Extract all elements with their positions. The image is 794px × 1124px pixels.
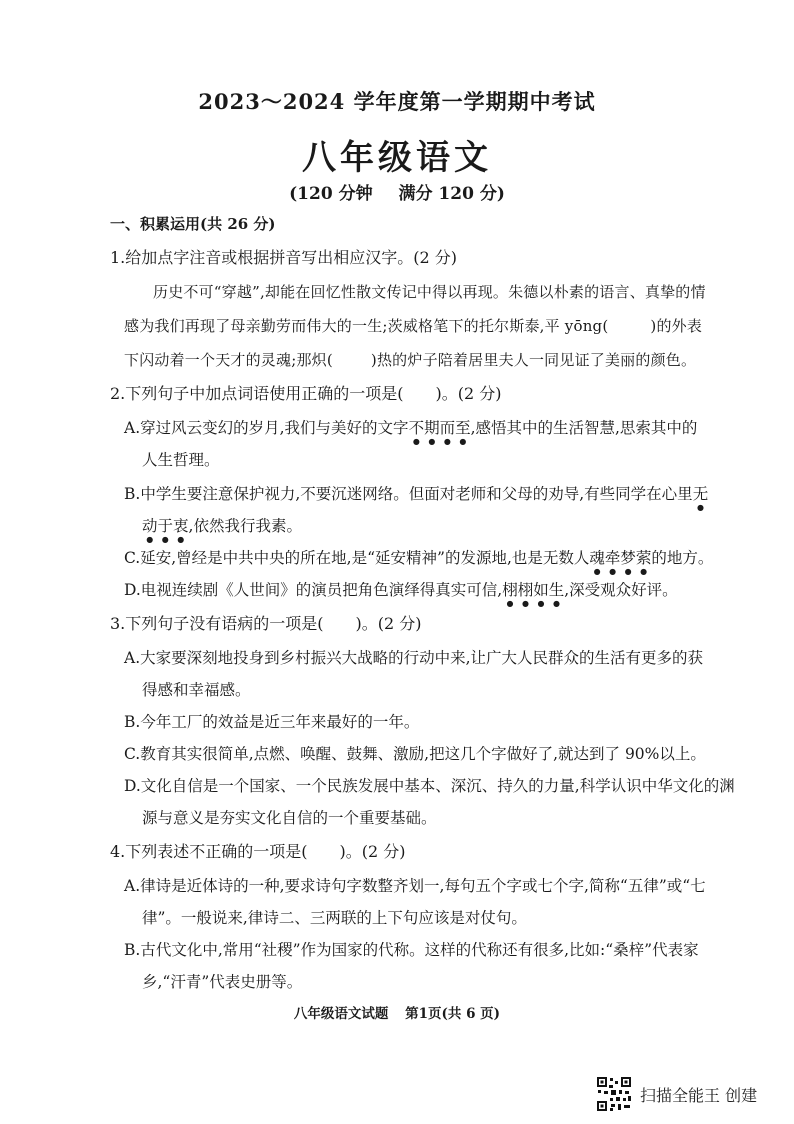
q4-option-b-cont: 乡,“汗青”代表史册等。 — [142, 973, 303, 991]
exam-info — [0, 179, 794, 204]
q2-option-b-text-tail: ,依然我行我素。 — [188, 517, 302, 535]
q2-option-a-text-tail: ,感悟其中的生活智慧,思索其中的 — [470, 419, 698, 437]
q1-passage-line2-tail: )的外表 — [650, 317, 703, 335]
q3-option-d-cont: 源与意义是夯实文化自信的一个重要基础。 — [142, 809, 437, 827]
q4-option-a: A.律诗是近体诗的一种,要求诗句字数整齐划一,每句五个字或七个字,简称“五律”或“七 — [124, 877, 706, 895]
q2-option-c — [124, 548, 713, 576]
q1-passage-line3-text: 下闪动着一个天才的灵魂;那炽( — [124, 351, 333, 369]
q2-option-d — [124, 580, 678, 608]
section-title: 一、积累运用(共 26 分) — [110, 215, 276, 233]
q4-stem: 4.下列表述不正确的一项是( )。(2 分) — [110, 842, 406, 861]
q3-option-a: A.大家要深刻地投身到乡村振兴大战略的行动中来,让广大人民群众的生活有更多的获 — [124, 649, 704, 667]
page-footer — [0, 1002, 794, 1022]
q2-option-d-text: D.电视连续剧《人世间》的演员把角色演绎得真实可信, — [124, 581, 503, 599]
q3-option-a-cont: 得感和幸福感。 — [142, 681, 251, 699]
q2-option-b — [124, 484, 708, 512]
q2-option-c-text: C.延安,曾经是中共中央的所在地,是“延安精神”的发源地,也是无数人 — [124, 549, 590, 567]
q3-option-d: D.文化自信是一个国家、一个民族发展中基本、深沉、持久的力量,科学认识中华文化的渊 — [124, 777, 735, 795]
q4-option-b: B.古代文化中,常用“社稷”作为国家的代称。这样的代称还有很多,比如:“桑梓”代表家 — [124, 941, 699, 959]
q1-passage-line3-tail: )热的炉子陪着居里夫人一同见证了美丽的颜色。 — [370, 351, 697, 369]
q2-stem: 2.下列句子中加点词语使用正确的一项是( )。(2 分) — [110, 384, 502, 403]
q1-passage-line3 — [124, 350, 696, 370]
subject-title: 八年级语文 — [302, 138, 492, 178]
scanner-watermark: 扫描全能王 创建 — [640, 1086, 758, 1105]
q4-option-a-cont: 律”。一般说来,律诗二、三两联的上下句应该是对仗句。 — [142, 909, 527, 927]
qr-code-icon — [596, 1076, 632, 1112]
emphasized-term: 动于衷 — [142, 517, 189, 535]
q2-option-d-text-tail: ,深受观众好评。 — [564, 581, 678, 599]
q1-passage-line2-text: 感为我们再现了母亲勤劳而伟大的一生;茨威格笔下的托尔斯泰,平 yōng( — [124, 317, 609, 335]
q2-option-a-text: A.穿过风云变幻的岁月,我们与美好的文字 — [124, 419, 409, 437]
footer-subject: 八年级语文试题 — [293, 1006, 389, 1022]
emphasized-term: 无 — [692, 485, 709, 503]
q1-stem: 1.给加点字注音或根据拼音写出相应汉字。(2 分) — [110, 248, 458, 267]
footer-page-number: 第1页(共 6 页) — [405, 1006, 501, 1022]
q2-option-b-text: B.中学生要注意保护视力,不要沉迷网络。但面对老师和父母的劝导,有些同学在心里 — [124, 485, 693, 503]
q1-passage-line2 — [124, 316, 702, 336]
q3-stem: 3.下列句子没有语病的一项是( )。(2 分) — [110, 614, 422, 633]
q3-option-b: B.今年工厂的效益是近三年来最好的一年。 — [124, 713, 420, 731]
q3-option-c: C.教育其实很简单,点燃、唤醒、鼓舞、激励,把这几个字做好了,就达到了 90%以上。 — [124, 745, 706, 763]
q1-passage-line1: 历史不可“穿越”,却能在回忆性散文传记中得以再现。朱德以朴素的语言、真挚的情 — [153, 283, 706, 301]
q2-option-b-cont — [142, 516, 302, 544]
exam-duration: (120 分钟 — [289, 184, 373, 204]
exam-full-score: 满分 120 分) — [398, 184, 505, 204]
q2-option-a-cont: 人生哲理。 — [142, 451, 220, 469]
q2-option-a — [124, 418, 697, 446]
q2-option-c-text-tail: 的地方。 — [651, 549, 714, 567]
emphasized-term: 魂牵梦萦 — [589, 549, 652, 567]
exam-title: 2023～2024 学年度第一学期期中考试 — [198, 89, 596, 114]
emphasized-term: 栩栩如生 — [502, 581, 565, 599]
emphasized-term: 不期而至 — [408, 419, 471, 437]
